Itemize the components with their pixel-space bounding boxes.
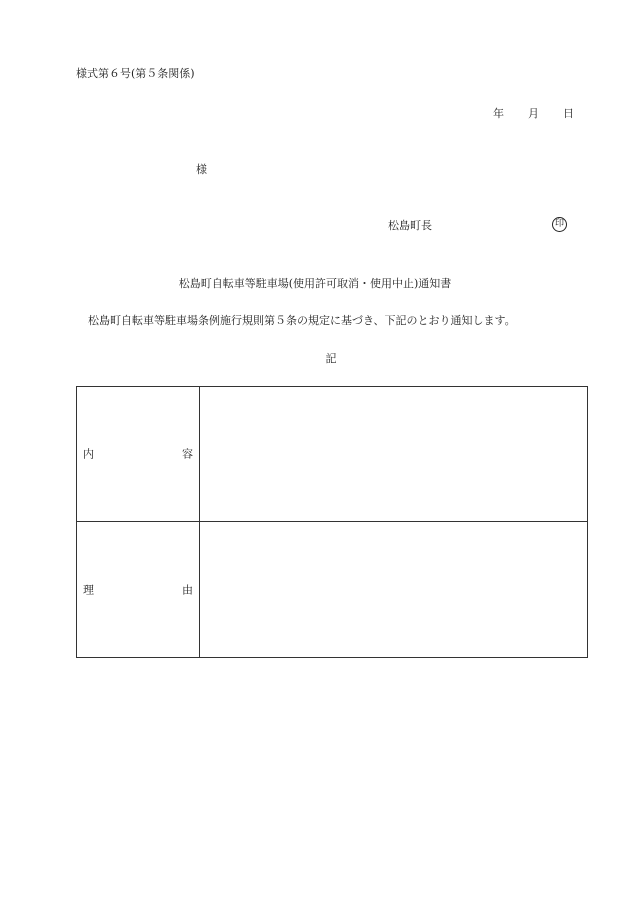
issuer-title: 松島町長 [388, 219, 432, 232]
form-number: 様式第６号(第５条関係) [76, 67, 195, 80]
table-row-content [77, 387, 587, 522]
table-row-reason [77, 522, 587, 657]
record-table [76, 386, 588, 658]
date-day-label: 日 [563, 107, 574, 120]
body-text: 松島町自転車等駐車場条例施行規則第５条の規定に基づき、下記のとおり通知します。 [88, 314, 516, 327]
date-line [493, 108, 574, 119]
seal-mark: 印 [552, 217, 567, 232]
recipient-honorific: 様 [196, 163, 207, 176]
date-year-label: 年 [493, 107, 504, 120]
content-value-cell[interactable] [200, 387, 587, 521]
label-reason-right: 由 [182, 583, 193, 596]
label-content-left: 内 [83, 447, 94, 461]
label-cell-reason [77, 522, 200, 657]
label-cell-content [77, 387, 200, 521]
label-content-right: 容 [182, 447, 193, 461]
document-title: 松島町自転車等駐車場(使用許可取消・使用中止)通知書 [178, 277, 452, 290]
label-reason-left: 理 [83, 583, 94, 596]
reason-value-cell[interactable] [200, 522, 587, 657]
ki-heading: 記 [325, 352, 337, 365]
date-month-label: 月 [528, 107, 539, 120]
